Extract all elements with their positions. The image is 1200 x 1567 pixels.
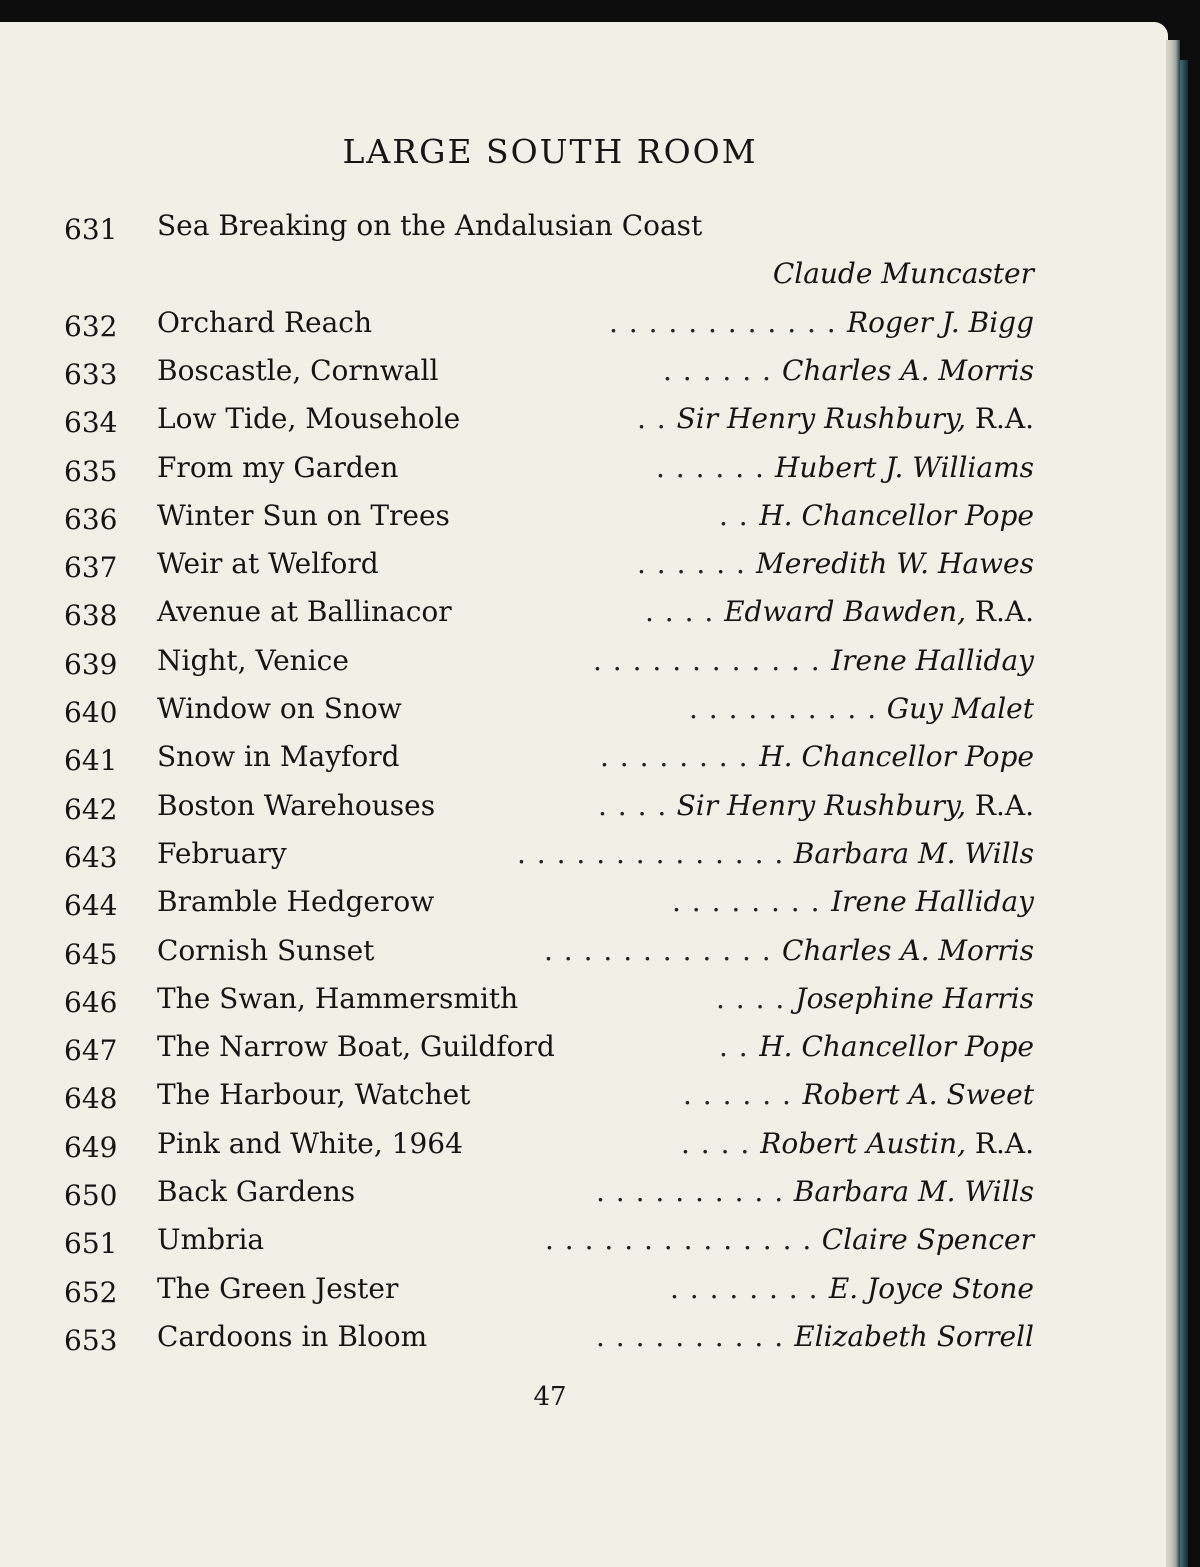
entry-number: 640 xyxy=(64,696,118,729)
catalogue-entry xyxy=(64,982,1034,1030)
entry-number: 648 xyxy=(64,1082,118,1116)
entry-number: 647 xyxy=(64,1034,118,1068)
entry-artist-block xyxy=(759,740,1034,773)
entry-title: The Green Jester xyxy=(157,1271,399,1305)
leader-dots: . . . . . . xyxy=(663,353,772,387)
entry-title: Pink and White, 1964 xyxy=(157,1126,463,1160)
catalogue-entry xyxy=(64,934,1034,982)
entry-number: 645 xyxy=(64,937,118,971)
leader-dots: . . . . . . . . xyxy=(600,740,749,774)
leader-dots: . . . . xyxy=(681,1126,751,1160)
entry-title: Avenue at Ballinacor xyxy=(157,595,452,629)
entry-artist: Guy Malet xyxy=(886,692,1034,725)
entry-artist: Robert Austin, xyxy=(760,1126,966,1160)
entry-number: 649 xyxy=(64,1130,118,1164)
catalogue-page xyxy=(0,22,1168,1567)
entry-artist: Charles A. Morris xyxy=(782,353,1034,387)
catalogue-entry xyxy=(64,209,1034,257)
catalogue-entry xyxy=(64,644,1034,692)
catalogue-entry xyxy=(64,1175,1034,1223)
entry-title: From my Garden xyxy=(157,450,399,484)
entry-number: 631 xyxy=(64,213,118,246)
entry-title: February xyxy=(157,836,287,870)
leader-dots: . . xyxy=(719,1030,749,1064)
entry-title: Cornish Sunset xyxy=(157,933,375,967)
entry-artist: Irene Halliday xyxy=(831,643,1034,677)
leader-dots: . . . . . . . . . . xyxy=(596,1319,785,1353)
catalogue-entry xyxy=(64,789,1034,837)
cover-edge xyxy=(1180,60,1188,1567)
entry-number: 646 xyxy=(64,985,118,1019)
leader-dots: . . . . . . xyxy=(637,547,746,581)
entry-title: Sea Breaking on the Andalusian Coast xyxy=(157,209,703,242)
entry-number: 643 xyxy=(64,840,118,874)
entry-artist: Sir Henry Rushbury, xyxy=(676,788,966,822)
entry-artist-block xyxy=(756,547,1034,580)
leader-dots: . . . . . . . . . . . . . . xyxy=(545,1223,813,1257)
leader-dots: . . . . . . . . . . . . xyxy=(609,305,837,339)
catalogue-entry xyxy=(64,451,1034,499)
entry-artist-honour: R.A. xyxy=(974,1126,1034,1160)
entry-number: 650 xyxy=(64,1179,118,1212)
entry-number: 642 xyxy=(64,792,118,826)
entry-number: 653 xyxy=(64,1323,118,1357)
leader-dots: . . . . . . . . xyxy=(672,885,821,919)
catalogue-entry xyxy=(64,1030,1034,1078)
entry-artist-block xyxy=(759,499,1034,532)
entry-artist: Roger J. Bigg xyxy=(847,305,1034,339)
entry-title: The Harbour, Watchet xyxy=(157,1078,471,1112)
leader-dots: . . xyxy=(719,498,749,532)
catalogue-entry xyxy=(64,885,1034,933)
entry-number: 639 xyxy=(64,647,118,681)
entry-number: 637 xyxy=(64,551,118,585)
entry-artist-block xyxy=(829,1272,1034,1305)
entry-title: Cardoons in Bloom xyxy=(157,1319,428,1353)
entry-artist-block xyxy=(822,1223,1034,1256)
entry-artist-block xyxy=(782,934,1034,967)
entry-artist: E. Joyce Stone xyxy=(828,1271,1034,1305)
entry-artist: H. Chancellor Pope xyxy=(759,740,1034,774)
entry-artist: Claire Spencer xyxy=(821,1223,1034,1257)
leader-dots: . . . . . . . . . . . . . . xyxy=(517,836,785,870)
leader-dots: . . xyxy=(637,402,667,436)
catalogue-entry xyxy=(64,1127,1034,1175)
entry-artist: Claude Muncaster xyxy=(772,257,1034,291)
leader-dots: . . . . xyxy=(598,788,668,822)
entry-number: 633 xyxy=(64,357,118,391)
leader-dots: . . . . . . xyxy=(656,450,765,484)
entry-number: 632 xyxy=(64,309,118,343)
catalogue-entry xyxy=(64,837,1034,885)
entry-artist: Elizabeth Sorrell xyxy=(794,1319,1034,1353)
entry-title: Bramble Hedgerow xyxy=(157,885,435,919)
page-number: 47 xyxy=(533,1382,567,1412)
entry-artist: Hubert J. Williams xyxy=(774,450,1034,484)
entry-artist: Meredith W. Hawes xyxy=(756,547,1034,581)
leader-dots: . . . . xyxy=(645,595,715,629)
entry-artist: Barbara M. Wills xyxy=(793,1175,1034,1208)
entry-number: 638 xyxy=(64,599,118,633)
entry-title: Boston Warehouses xyxy=(157,788,436,822)
entry-artist-block xyxy=(847,306,1034,339)
entry-artist: Charles A. Morris xyxy=(782,933,1034,967)
entry-artist: Barbara M. Wills xyxy=(793,836,1034,870)
entry-artist: H. Chancellor Pope xyxy=(759,1030,1034,1064)
entry-artist-honour: R.A. xyxy=(974,402,1034,436)
entry-artist-block xyxy=(760,1127,1034,1160)
entry-artist-block xyxy=(677,402,1034,435)
catalogue-entry xyxy=(64,402,1034,450)
entry-artist-block xyxy=(677,789,1034,822)
entry-artist-block xyxy=(724,595,1034,628)
leader-dots: . . . . . . . . xyxy=(670,1271,819,1305)
entry-number: 636 xyxy=(64,502,118,536)
entry-title: Window on Snow xyxy=(157,692,402,725)
catalogue-entry xyxy=(64,499,1034,547)
catalogue-entry xyxy=(64,354,1034,402)
entry-title: The Narrow Boat, Guildford xyxy=(157,1030,555,1064)
leader-dots: . . . . . . xyxy=(683,1078,792,1112)
entry-artist-block xyxy=(794,1175,1034,1208)
entry-title: Winter Sun on Trees xyxy=(157,498,450,532)
entry-number: 651 xyxy=(64,1227,118,1261)
entry-artist-block xyxy=(759,1030,1034,1063)
page-edge xyxy=(1166,40,1180,1567)
leader-dots: . . . . . . . . . . xyxy=(689,692,878,725)
entry-artist: Robert A. Sweet xyxy=(802,1078,1034,1112)
entry-title: Back Gardens xyxy=(157,1175,356,1208)
entry-number: 641 xyxy=(64,744,118,778)
entry-artist-block xyxy=(795,982,1034,1015)
catalogue-entry xyxy=(64,692,1034,740)
entry-artist-block xyxy=(831,885,1034,918)
page-heading: LARGE SOUTH ROOM xyxy=(342,132,758,171)
entry-title: Night, Venice xyxy=(157,643,349,677)
entry-title: Umbria xyxy=(157,1223,265,1257)
entry-number: 635 xyxy=(64,454,118,488)
leader-dots: . . . . . . . . . . . . xyxy=(544,933,772,967)
entry-artist: H. Chancellor Pope xyxy=(759,498,1034,532)
entry-artist: Irene Halliday xyxy=(831,885,1034,919)
entry-title: Snow in Mayford xyxy=(157,740,400,774)
entry-number: 644 xyxy=(64,889,118,923)
entry-artist-honour: R.A. xyxy=(974,788,1034,822)
entry-artist-block xyxy=(831,644,1034,677)
entry-number: 634 xyxy=(64,406,118,440)
catalogue-entry xyxy=(64,306,1034,354)
entry-title: The Swan, Hammersmith xyxy=(157,981,519,1015)
entry-artist-block xyxy=(782,354,1034,387)
leader-dots: . . . . . . . . . . . . xyxy=(593,643,821,677)
leader-dots: . . . . xyxy=(716,981,786,1015)
entry-artist: Josephine Harris xyxy=(795,981,1034,1015)
entry-artist-honour: R.A. xyxy=(974,595,1034,629)
catalogue-entry xyxy=(64,740,1034,788)
entry-title: Low Tide, Mousehole xyxy=(157,402,461,436)
entry-artist-block xyxy=(794,837,1034,870)
entry-title: Orchard Reach xyxy=(157,305,373,339)
catalogue-entry xyxy=(64,1078,1034,1126)
catalogue-entry xyxy=(64,547,1034,595)
catalogue-entry xyxy=(64,595,1034,643)
entry-artist-block xyxy=(794,1320,1034,1353)
catalogue-entry xyxy=(64,1320,1034,1368)
entry-artist-block xyxy=(802,1078,1034,1111)
entry-artist-block xyxy=(775,451,1034,484)
entry-artist: Edward Bawden, xyxy=(724,595,966,629)
entry-artist-block xyxy=(887,692,1034,725)
catalogue-entry xyxy=(64,1223,1034,1271)
entry-title: Weir at Welford xyxy=(157,547,379,581)
entry-title: Boscastle, Cornwall xyxy=(157,353,439,387)
catalogue-entry xyxy=(64,1272,1034,1320)
leader-dots: . . . . . . . . . . xyxy=(596,1175,785,1208)
entry-artist: Sir Henry Rushbury, xyxy=(676,402,966,436)
entry-number: 652 xyxy=(64,1275,118,1309)
